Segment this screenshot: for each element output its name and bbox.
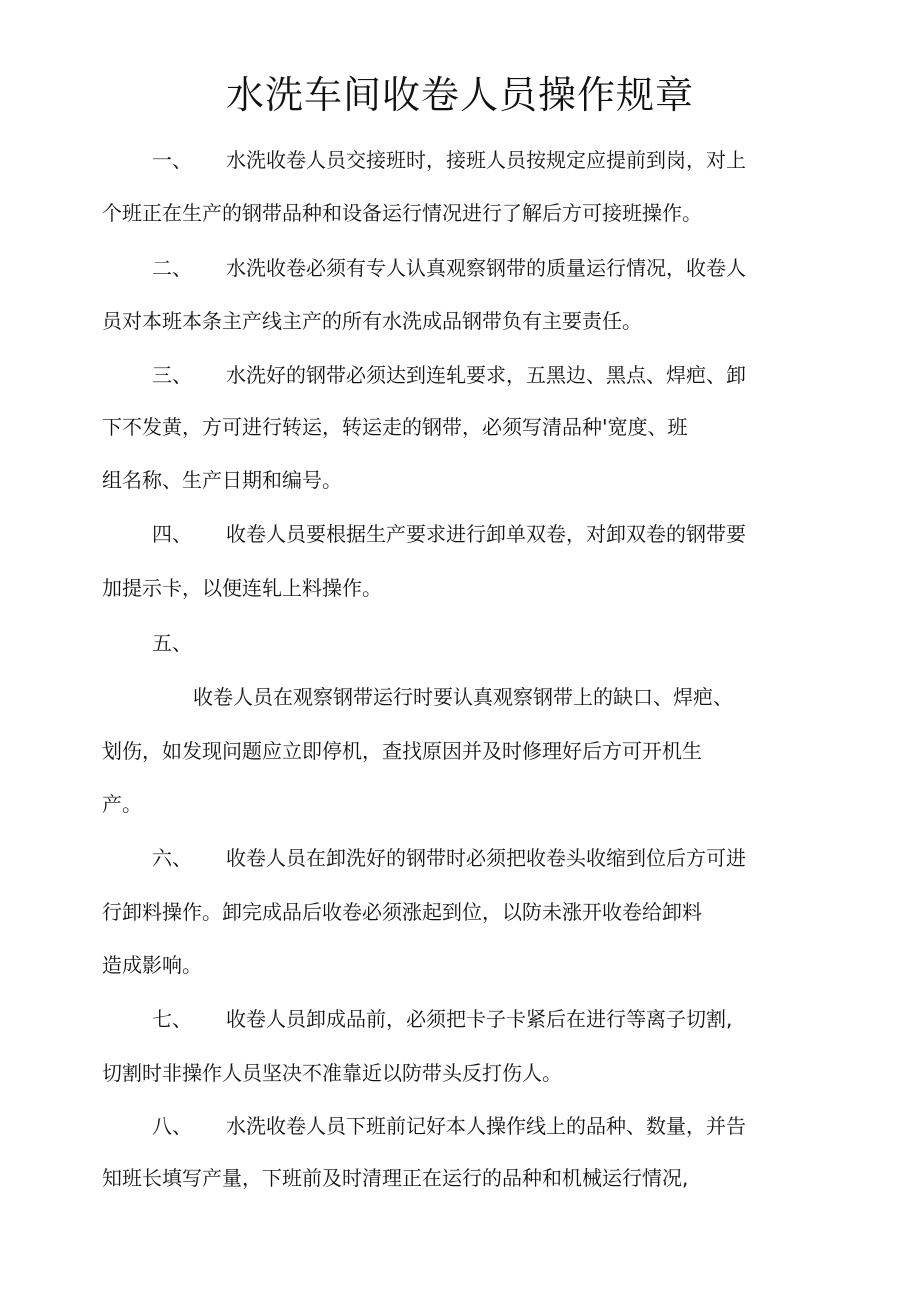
rule-8-line-2: 知班长填写产量，下班前及时清理正在运行的品种和机械运行情况, <box>102 1166 689 1190</box>
rule-6-line-1: 收卷人员在卸洗好的钢带时必须把收卷头收缩到位后方可进 <box>226 846 746 870</box>
rule-1-line-1: 水洗收卷人员交接班时，接班人员按规定应提前到岗，对上 <box>226 148 746 172</box>
rule-2-line-1: 水洗收卷必须有专人认真观察钢带的质量运行情况，收卷人 <box>226 256 746 280</box>
rule-3-line-1: 水洗好的钢带必须达到连轧要求，五黑边、黑点、焊疤、卸 <box>226 363 746 387</box>
rule-5-line-1: 收卷人员在观察钢带运行时要认真观察钢带上的缺口、焊疤、 <box>193 685 733 709</box>
document-title: 水洗车间收卷人员操作规章 <box>225 73 694 117</box>
rule-3-line-3: 组名称、生产日期和编号。 <box>102 468 342 492</box>
rule-3-number: 三、 <box>152 363 192 387</box>
rule-5-line-3: 产。 <box>102 792 142 816</box>
rule-4-number: 四、 <box>152 522 192 546</box>
rule-2-number: 二、 <box>152 256 192 280</box>
rule-5-line-2: 划伤，如发现问题应立即停机，查找原因并及时修理好后方可开机生 <box>102 739 702 763</box>
rule-4-line-1: 收卷人员要根据生产要求进行卸单双卷，对卸双卷的钢带要 <box>226 522 746 546</box>
rule-6-line-3: 造成影响。 <box>102 953 202 977</box>
rule-8-line-1: 水洗收卷人员下班前记好本人操作线上的品种、数量，并告 <box>226 1114 746 1138</box>
rule-4-line-2: 加提示卡，以便连轧上料操作。 <box>102 576 382 600</box>
rule-3-line-2: 下不发黄，方可进行转运，转运走的钢带，必须写清品种'宽度、班 <box>102 415 688 439</box>
rule-7-number: 七、 <box>152 1007 192 1031</box>
rule-5-number: 五、 <box>152 631 192 655</box>
rule-1-line-2: 个班正在生产的钢带品种和设备运行情况进行了解后方可接班操作。 <box>102 201 702 225</box>
rule-8-number: 八、 <box>152 1114 192 1138</box>
rule-2-line-2: 员对本班本条主产线主产的所有水洗成品钢带负有主要责任。 <box>102 309 642 333</box>
rule-7-line-2: 切割时非操作人员坚决不准靠近以防带头反打伤人。 <box>102 1061 562 1085</box>
rule-6-number: 六、 <box>152 846 192 870</box>
rule-7-line-1: 收卷人员卸成品前，必须把卡子卡紧后在进行等离子切割, <box>226 1007 733 1031</box>
rule-6-line-2: 行卸料操作。卸完成品后收卷必须涨起到位，以防未涨开收卷给卸料 <box>102 900 702 924</box>
rule-1-number: 一、 <box>152 148 192 172</box>
